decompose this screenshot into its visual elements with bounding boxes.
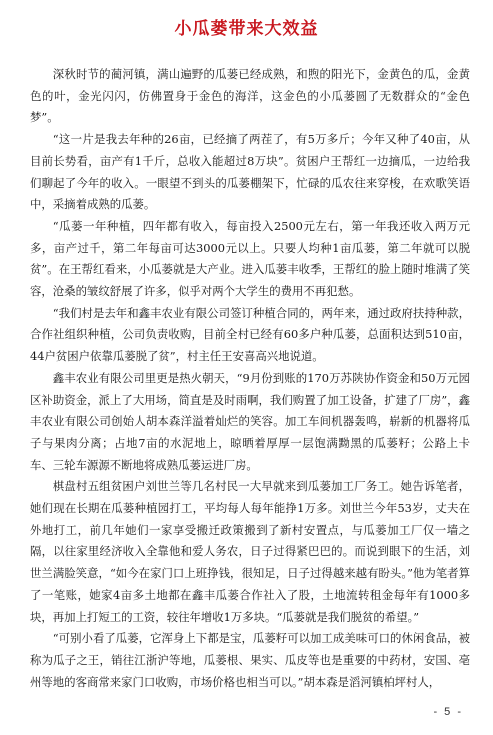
paragraph-1: 深秋时节的蔺河镇，满山遍野的瓜蒌已经成熟，和煦的阳光下，金黄色的瓜，金黄色的叶，金光闪闪，仿佛置身于金色的海洋，这金色的小瓜蒌圆了无数群众的“金色梦”。 <box>30 67 470 125</box>
paragraph-6: 棋盘村五组贫困户刘世兰等几名村民一大早就来到瓜蒌加工厂务工。她告诉笔者，她们现在长期在瓜蒌种植园打工，平均每人每年能挣1万多。刘世兰今年53岁，丈夫在外地打工，前几年她们一家享受搬迁政策搬到了新村安置点，与瓜蒌加工厂仅一墙之隔，以往家里经济收入全靠他和爱人务农，日子过得紧巴巴的。而说到眼下的生活，刘世兰满脸笑意，“如今在家门口上班挣钱，很知足，日子过得越来越有盼头。”他为笔者算了一笔账，她家4亩多土地都在鑫丰瓜蒌合作社入了股，土地流转租金每年有1000多块，再加上打短工的工资，较往年增收1万多块。“瓜蒌就是我们脱贫的希望。” <box>30 479 470 624</box>
paragraph-2: “这一片是我去年种的26亩，已经摘了两茬了，有5万多斤；今年又种了40亩，从目前长势看，亩产有1千斤，总收入能超过8万块”。贫困户王帮红一边摘瓜，一边给我们聊起了今年的收入。一眼望不到头的瓜蒌棚架下，忙碌的瓜农往来穿梭，在欢歌笑语中，采摘着成熟的瓜蒌。 <box>30 132 470 212</box>
page-number: - 5 - <box>433 706 463 718</box>
article-title: 小瓜蒌带来大效益 <box>174 19 319 39</box>
paragraph-7: “可别小看了瓜蒌，它浑身上下都是宝，瓜蒌籽可以加工成美味可口的休闲食品，被称为瓜子之王，销往江浙沪等地，瓜蒌根、果实、瓜皮等也是重要的中药材，安国、亳州等地的客商常来家门口收购，市场价格也相当可以。”胡本森是滔河镇柏坪村人， <box>30 631 470 689</box>
paragraph-4: “我们村是去年和鑫丰农业有限公司签订种植合同的，两年来，通过政府扶持种款，合作社组织种植，公司负责收购，目前全村已经有60多户种瓜蒌，总面积达到510亩，44户贫困户依靠瓜蒌脱了贫”，村主任王安喜高兴地说道。 <box>30 305 470 364</box>
article-body <box>30 64 470 693</box>
paragraph-5: 鑫丰农业有限公司里更是热火朝天，“9月份到账的170万苏陕协作资金和50万元园区补助资金，派上了大用场，简直是及时雨啊，我们购置了加工设备，扩建了厂房”，鑫丰农业有限公司创始人胡本森洋溢着灿烂的笑容。加工车间机器轰鸣，崭新的机器将瓜子与果肉分离；占地7亩的水泥地上，晾晒着厚厚一层饱满黝黑的瓜蒌籽；公路上卡车、三轮车源源不断地将成熟瓜蒌运进厂房。 <box>30 370 470 472</box>
paragraph-3: “瓜蒌一年种植，四年都有收入，每亩投入2500元左右，第一年我还收入两万元多，亩产过千，第二年每亩可达3000元以上。只要人均种1亩瓜蒌，第二年就可以脱贫”。在王帮红看来，小瓜蒌就是大产业。进入瓜蒌丰收季，王帮红的脸上随时堆满了笑容，沧桑的皱纹舒展了许多，似乎对两个大学生的费用不再犯愁。 <box>30 218 470 299</box>
